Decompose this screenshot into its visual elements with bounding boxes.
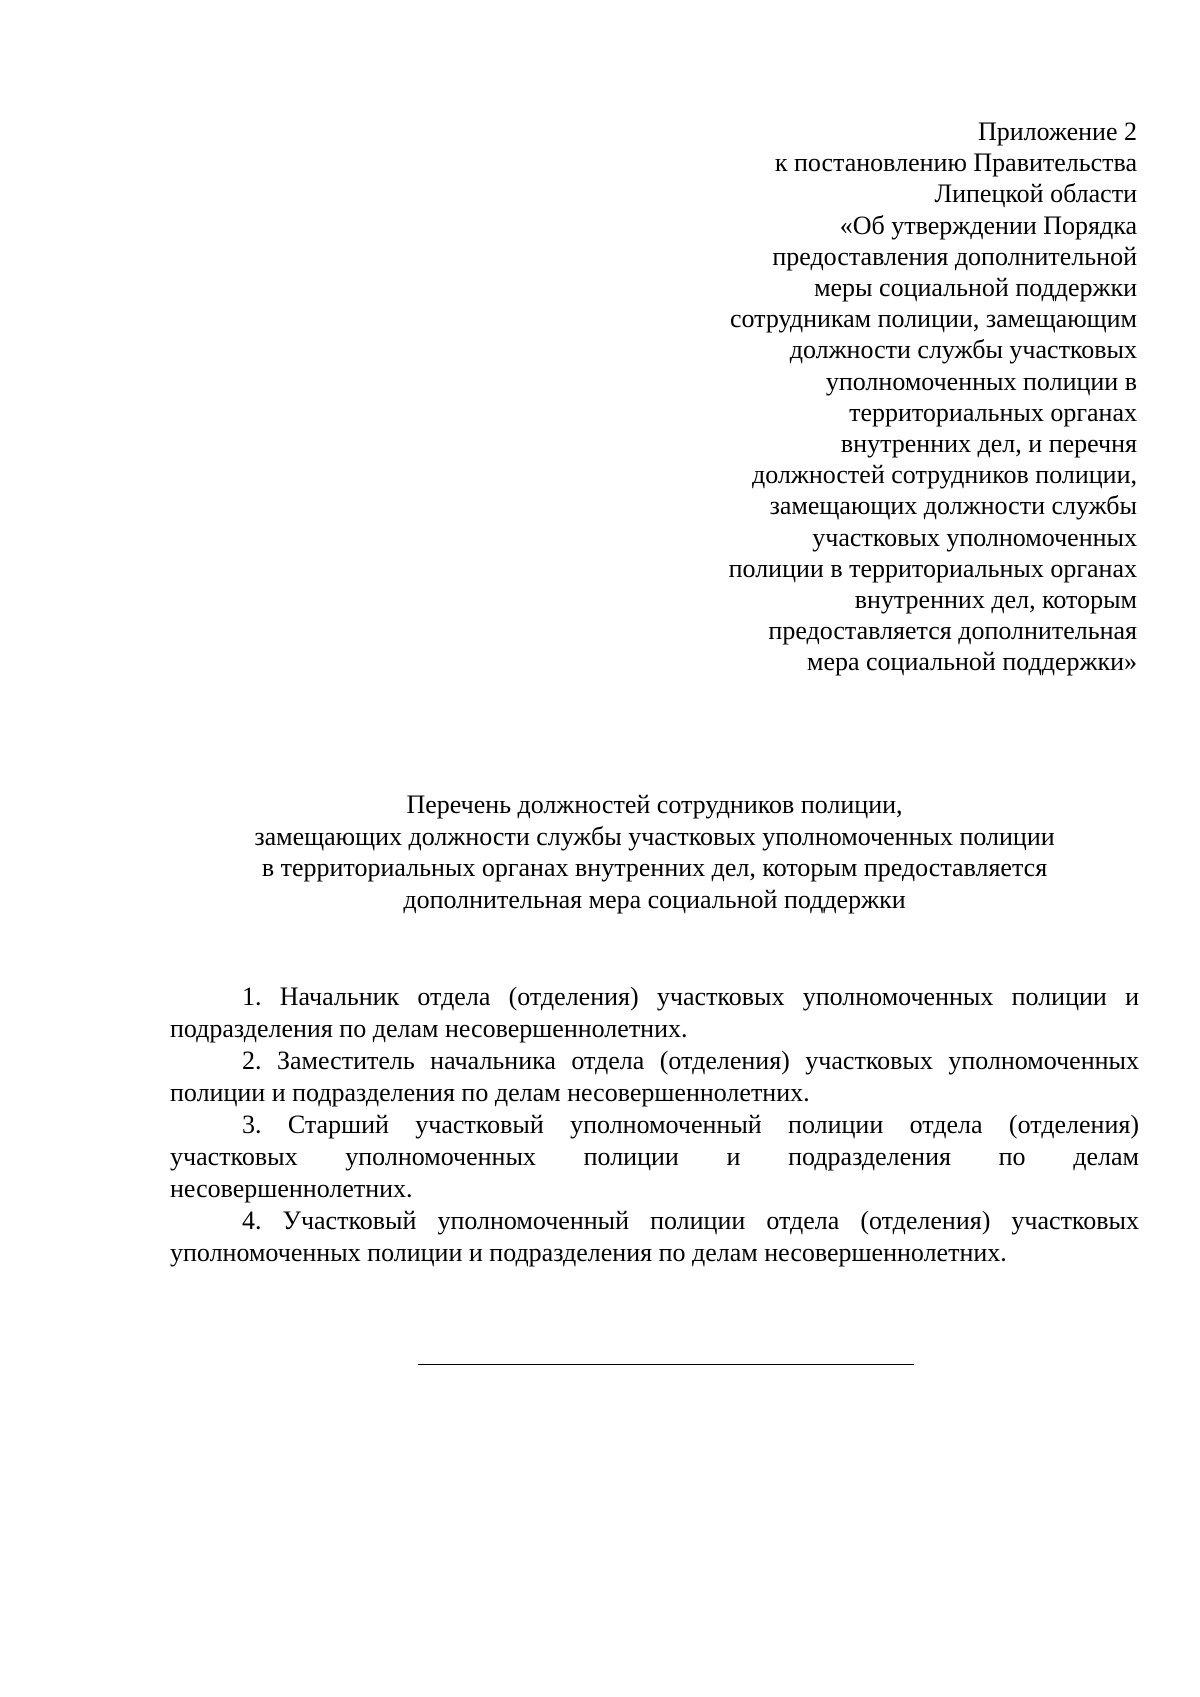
appendix-header — [617, 116, 1137, 678]
appendix-line: должности службы участковых — [789, 335, 1137, 365]
appendix-line: участковых уполномоченных — [812, 522, 1137, 552]
appendix-line: внутренних дел, которым — [854, 585, 1137, 615]
appendix-line: территориальных органах — [849, 397, 1137, 427]
appendix-line: должностей сотрудников полиции, — [752, 460, 1137, 490]
document-title — [170, 789, 1139, 915]
title-line: Перечень должностей сотрудников полиции, — [406, 790, 903, 819]
appendix-line: «Об утверждении Порядка — [839, 210, 1137, 240]
appendix-line: внутренних дел, и перечня — [840, 429, 1137, 459]
appendix-line: сотрудникам полиции, замещающим — [729, 304, 1137, 334]
title-line: в территориальных органах внутренних дел, которым предоставляется — [261, 853, 1048, 882]
title-line: замещающих должности службы участковых уполномоченных полиции — [254, 821, 1055, 851]
list-item: 2. Заместитель начальника отдела (отделения) участковых уполномоченных полиции и подразделения по делам несовершеннолетних. — [170, 1046, 1139, 1107]
appendix-line: мера социальной поддержки» — [806, 647, 1137, 677]
list-item: 1. Начальник отдела (отделения) участковых уполномоченных полиции и подразделения по делам несовершеннолетних. — [170, 982, 1139, 1043]
appendix-line: замещающих должности службы — [769, 491, 1137, 521]
appendix-line: к постановлению Правительства — [774, 148, 1137, 178]
end-separator-line — [418, 1364, 914, 1365]
list-item: 3. Старший участковый уполномоченный полиции отдела (отделения) участковых уполномоченных полиции и подразделения по делам несовершеннолетних. — [170, 1110, 1139, 1203]
appendix-line: меры социальной поддержки — [814, 273, 1137, 303]
appendix-line: предоставляется дополнительная — [768, 616, 1137, 646]
positions-list — [170, 981, 1139, 1269]
appendix-line: уполномоченных полиции в — [825, 366, 1137, 396]
appendix-line: Липецкой области — [934, 179, 1137, 209]
appendix-line: Приложение 2 — [977, 117, 1137, 146]
title-line: дополнительная мера социальной поддержки — [403, 884, 906, 914]
appendix-line: полиции в территориальных органах — [728, 553, 1137, 583]
list-item: 4. Участковый уполномоченный полиции отдела (отделения) участковых уполномоченных полиции и подразделения по делам несовершеннолетних. — [170, 1206, 1139, 1267]
appendix-line: предоставления дополнительной — [772, 241, 1137, 271]
